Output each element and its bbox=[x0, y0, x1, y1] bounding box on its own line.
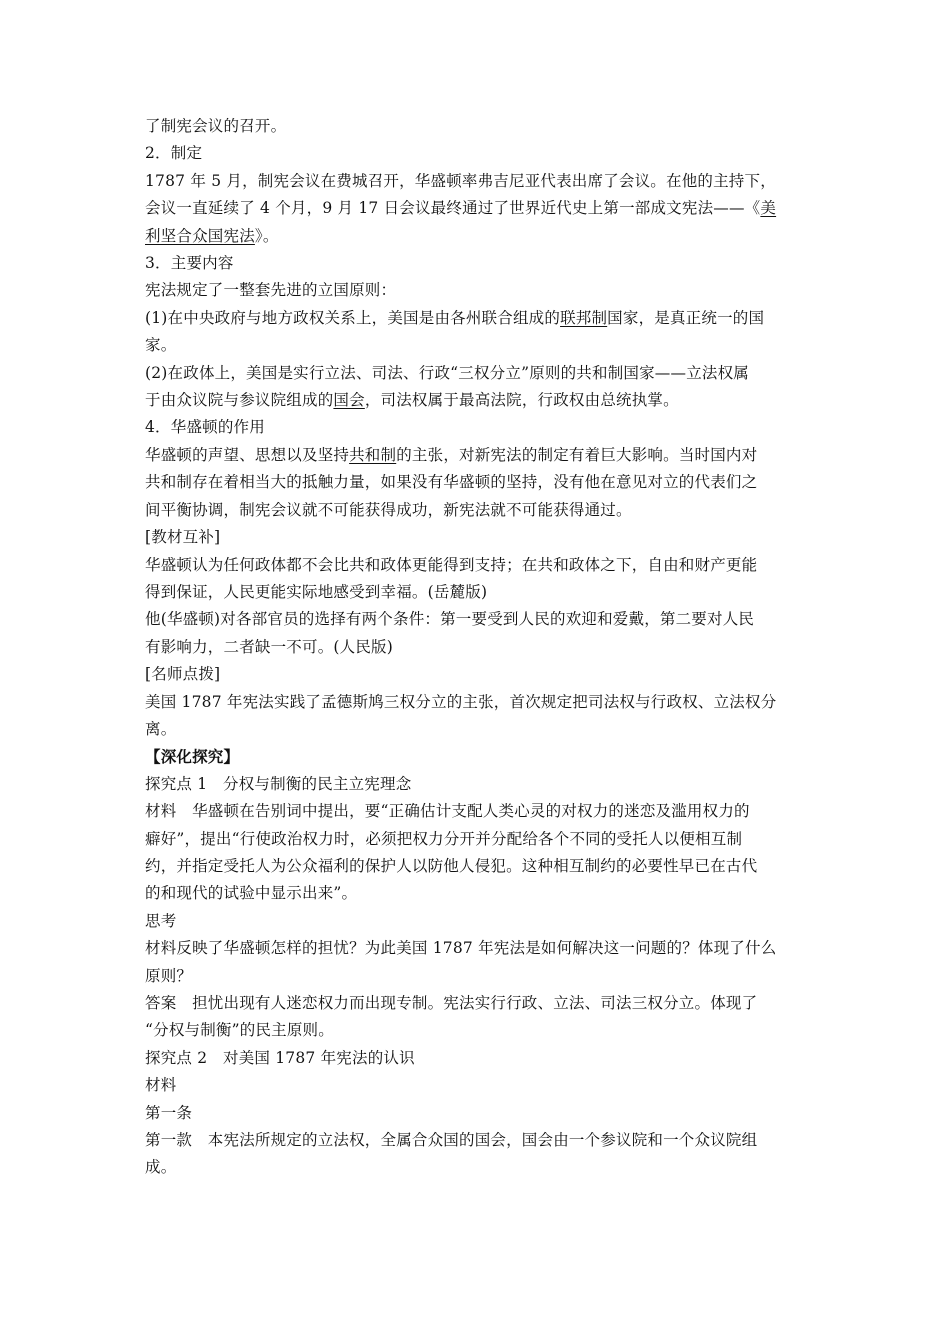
text-line: 材料 华盛顿在告别词中提出，要“正确估计支配人类心灵的对权力的迷恋及滥用权力的 bbox=[145, 802, 750, 821]
text-span: 的主张，对新宪法的制定有着巨大影响。当时国内对 bbox=[396, 445, 758, 464]
text-span: 国家，是真正统一的国 bbox=[607, 308, 765, 327]
think-label: 思考 bbox=[145, 911, 177, 930]
text-line: 约，并指定受托人为公众福利的保护人以防他人侵犯。这种相互制约的必要性早已在古代 bbox=[145, 856, 758, 875]
text-line: 宪法规定了一整套先进的立国原则： bbox=[145, 281, 397, 300]
underlined-term: 联邦制 bbox=[560, 308, 608, 327]
text-line bbox=[145, 195, 810, 222]
text-line: 他(华盛顿)对各部官员的选择有两个条件：第一要受到人民的欢迎和爱戴，第二要对人民 bbox=[145, 610, 755, 629]
text-span: 于由众议院与参议院组成的 bbox=[145, 391, 334, 410]
text-line: 家。 bbox=[145, 336, 177, 355]
text-line: 第一款 本宪法所规定的立法权，全属合众国的国会，国会由一个参议院和一个众议院组 bbox=[145, 1131, 758, 1150]
inquiry-point-1-title: 探究点 1 分权与制衡的民主立宪理念 bbox=[145, 774, 412, 793]
text-line: 间平衡协调，制宪会议就不可能获得成功，新宪法就不可能获得通过。 bbox=[145, 500, 632, 519]
text-line: 华盛顿认为任何政体都不会比共和政体更能得到支持；在共和政体之下，自由和财产更能 bbox=[145, 555, 758, 574]
article-label: 第一条 bbox=[145, 1103, 193, 1122]
material-label: 材料 bbox=[145, 1076, 177, 1095]
text-line: 材料反映了华盛顿怎样的担忧？为此美国 1787 年宪法是如何解决这一问题的？体现了什么 bbox=[145, 939, 777, 958]
supplement-heading: [教材互补] bbox=[145, 528, 221, 547]
text-span: 华盛顿的声望、思想以及坚持 bbox=[145, 445, 350, 464]
text-line: 的和现代的试验中显示出来”。 bbox=[145, 884, 358, 903]
document-body bbox=[145, 113, 810, 1182]
inquiry-point-2-title: 探究点 2 对美国 1787 年宪法的认识 bbox=[145, 1048, 415, 1067]
text-line: “分权与制衡”的民主原则。 bbox=[145, 1021, 334, 1040]
text-line: 癖好”，提出“行使政治权力时，必须把权力分开并分配给各个不同的受托人以便相互制 bbox=[145, 829, 743, 848]
text-span: (1)在中央政府与地方政权关系上，美国是由各州联合组成的 bbox=[145, 308, 561, 327]
text-line: (2)在政体上，美国是实行立法、司法、行政“三权分立”原则的共和制国家——立法权属 bbox=[145, 363, 750, 382]
underlined-term: 共和制 bbox=[349, 445, 397, 464]
underlined-term: 利坚合众国宪法 bbox=[145, 226, 255, 245]
text-line: 了制宪会议的召开。 bbox=[145, 117, 287, 135]
text-line: 有影响力，二者缺一不可。(人民版) bbox=[145, 637, 393, 656]
text-line: 原则？ bbox=[145, 966, 193, 985]
text-line bbox=[145, 387, 810, 414]
underlined-term: 国会 bbox=[333, 391, 365, 410]
text-line bbox=[145, 223, 810, 250]
text-line bbox=[145, 442, 810, 469]
underlined-term: 美 bbox=[760, 199, 777, 218]
text-line: 离。 bbox=[145, 719, 177, 738]
answer-line: 答案 担忧出现有人迷恋权力而出现专制。宪法实行行政、立法、司法三权分立。体现了 bbox=[145, 994, 758, 1012]
text-line: 共和制存在着相当大的抵触力量，如果没有华盛顿的坚持，没有他在意见对立的代表们之 bbox=[145, 473, 758, 492]
text-line: 1787 年 5 月，制宪会议在费城召开，华盛顿率弗吉尼亚代表出席了会议。在他的主持下， bbox=[145, 171, 776, 190]
section-heading-4: 4．华盛顿的作用 bbox=[145, 418, 265, 437]
text-line bbox=[145, 305, 810, 332]
text-span: ，司法权属于最高法院，行政权由总统执掌。 bbox=[364, 391, 679, 410]
text-span: 》。 bbox=[254, 226, 279, 245]
text-line: 得到保证，人民更能实际地感受到幸福。(岳麓版) bbox=[145, 582, 488, 601]
text-line: 成。 bbox=[145, 1158, 177, 1177]
tip-heading: [名师点拨] bbox=[145, 665, 221, 684]
text-line: 美国 1787 年宪法实践了孟德斯鸠三权分立的主张，首次规定把司法权与行政权、立法权分 bbox=[145, 692, 777, 711]
section-heading-3: 3．主要内容 bbox=[145, 254, 234, 273]
deep-inquiry-heading: 【深化探究】 bbox=[145, 747, 240, 767]
text-span: 会议一直延续了 4 个月，9 月 17 日会议最终通过了世界近代史上第一部成文宪法——《 bbox=[145, 199, 761, 218]
section-heading-2: 2．制定 bbox=[145, 144, 203, 163]
